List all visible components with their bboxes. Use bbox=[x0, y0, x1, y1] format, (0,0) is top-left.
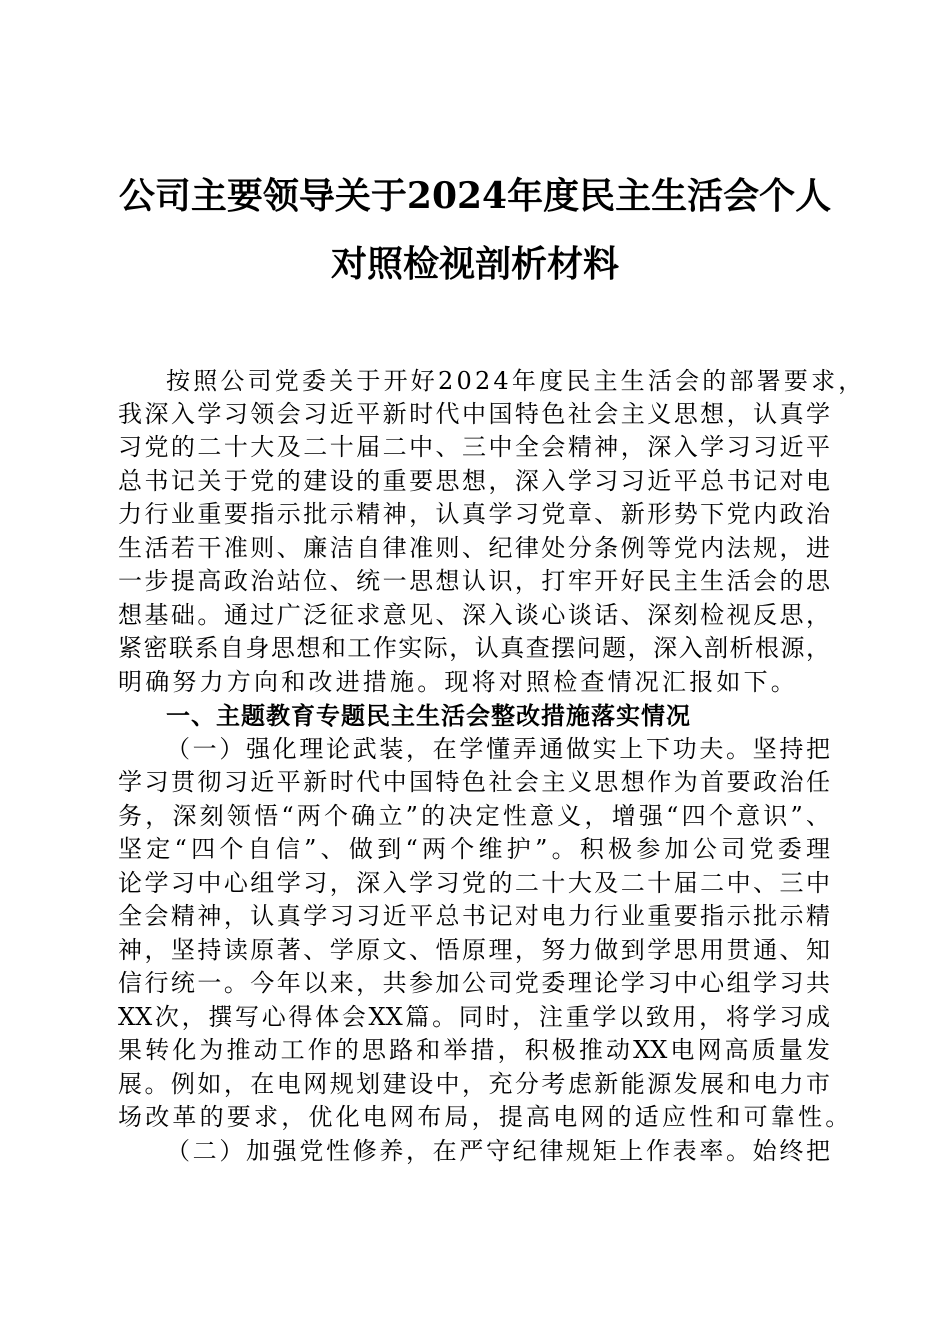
body-line: （一）强化理论武装，在学懂弄通做实上下功夫。坚持把 bbox=[166, 735, 830, 763]
body-line: 紧密联系自身思想和工作实际，认真查摆问题，深入剖析根源， bbox=[118, 634, 830, 662]
body-line: 务，深刻领悟“两个确立”的决定性意义，增强“四个意识”、 bbox=[118, 802, 830, 830]
body-line: 学习贯彻习近平新时代中国特色社会主义思想作为首要政治任 bbox=[118, 768, 830, 796]
body-line: 神，坚持读原著、学原文、悟原理，努力做到学思用贯通、知 bbox=[118, 936, 830, 964]
body-line: 按照公司党委关于开好2024年度民主生活会的部署要求， bbox=[166, 367, 866, 395]
body-line: （二）加强党性修养，在严守纪律规矩上作表率。始终把 bbox=[166, 1137, 830, 1165]
document-title-line-2: 对照检视剖析材料 bbox=[330, 243, 619, 285]
body-line: 场改革的要求，优化电网布局，提高电网的适应性和可靠性。 bbox=[118, 1103, 853, 1131]
section-heading-1: 一、主题教育专题民主生活会整改措施落实情况 bbox=[166, 701, 691, 730]
body-line: 想基础。通过广泛征求意见、深入谈心谈话、深刻检视反思， bbox=[118, 601, 830, 629]
body-line: 展。例如，在电网规划建设中，充分考虑新能源发展和电力市 bbox=[118, 1070, 830, 1098]
body-line: 生活若干准则、廉洁自律准则、纪律处分条例等党内法规，进 bbox=[118, 534, 830, 562]
document-title-line-1: 公司主要领导关于2024年度民主生活会个人 bbox=[118, 175, 832, 217]
body-line: 论学习中心组学习，深入学习党的二十大及二十届二中、三中 bbox=[118, 869, 830, 897]
body-line: 果转化为推动工作的思路和举措，积极推动XX电网高质量发 bbox=[118, 1036, 830, 1064]
body-line: 力行业重要指示批示精神，认真学习党章、新形势下党内政治 bbox=[118, 500, 830, 528]
body-line: 总书记关于党的建设的重要思想，深入学习习近平总书记对电 bbox=[118, 467, 830, 495]
body-line: 一步提高政治站位、统一思想认识，打牢开好民主生活会的思 bbox=[118, 567, 830, 595]
body-line: 全会精神，认真学习习近平总书记对电力行业重要指示批示精 bbox=[118, 902, 830, 930]
body-line: 坚定“四个自信”、做到“两个维护”。积极参加公司党委理 bbox=[118, 835, 830, 863]
body-line: 习党的二十大及二十届二中、三中全会精神，深入学习习近平 bbox=[118, 433, 830, 461]
body-line: 明确努力方向和改进措施。现将对照检查情况汇报如下。 bbox=[118, 668, 798, 696]
body-line: 信行统一。今年以来，共参加公司党委理论学习中心组学习共 bbox=[118, 969, 830, 997]
body-line: XX次，撰写心得体会XX篇。同时，注重学以致用，将学习成 bbox=[118, 1003, 830, 1031]
body-line: 我深入学习领会习近平新时代中国特色社会主义思想，认真学 bbox=[118, 400, 830, 428]
